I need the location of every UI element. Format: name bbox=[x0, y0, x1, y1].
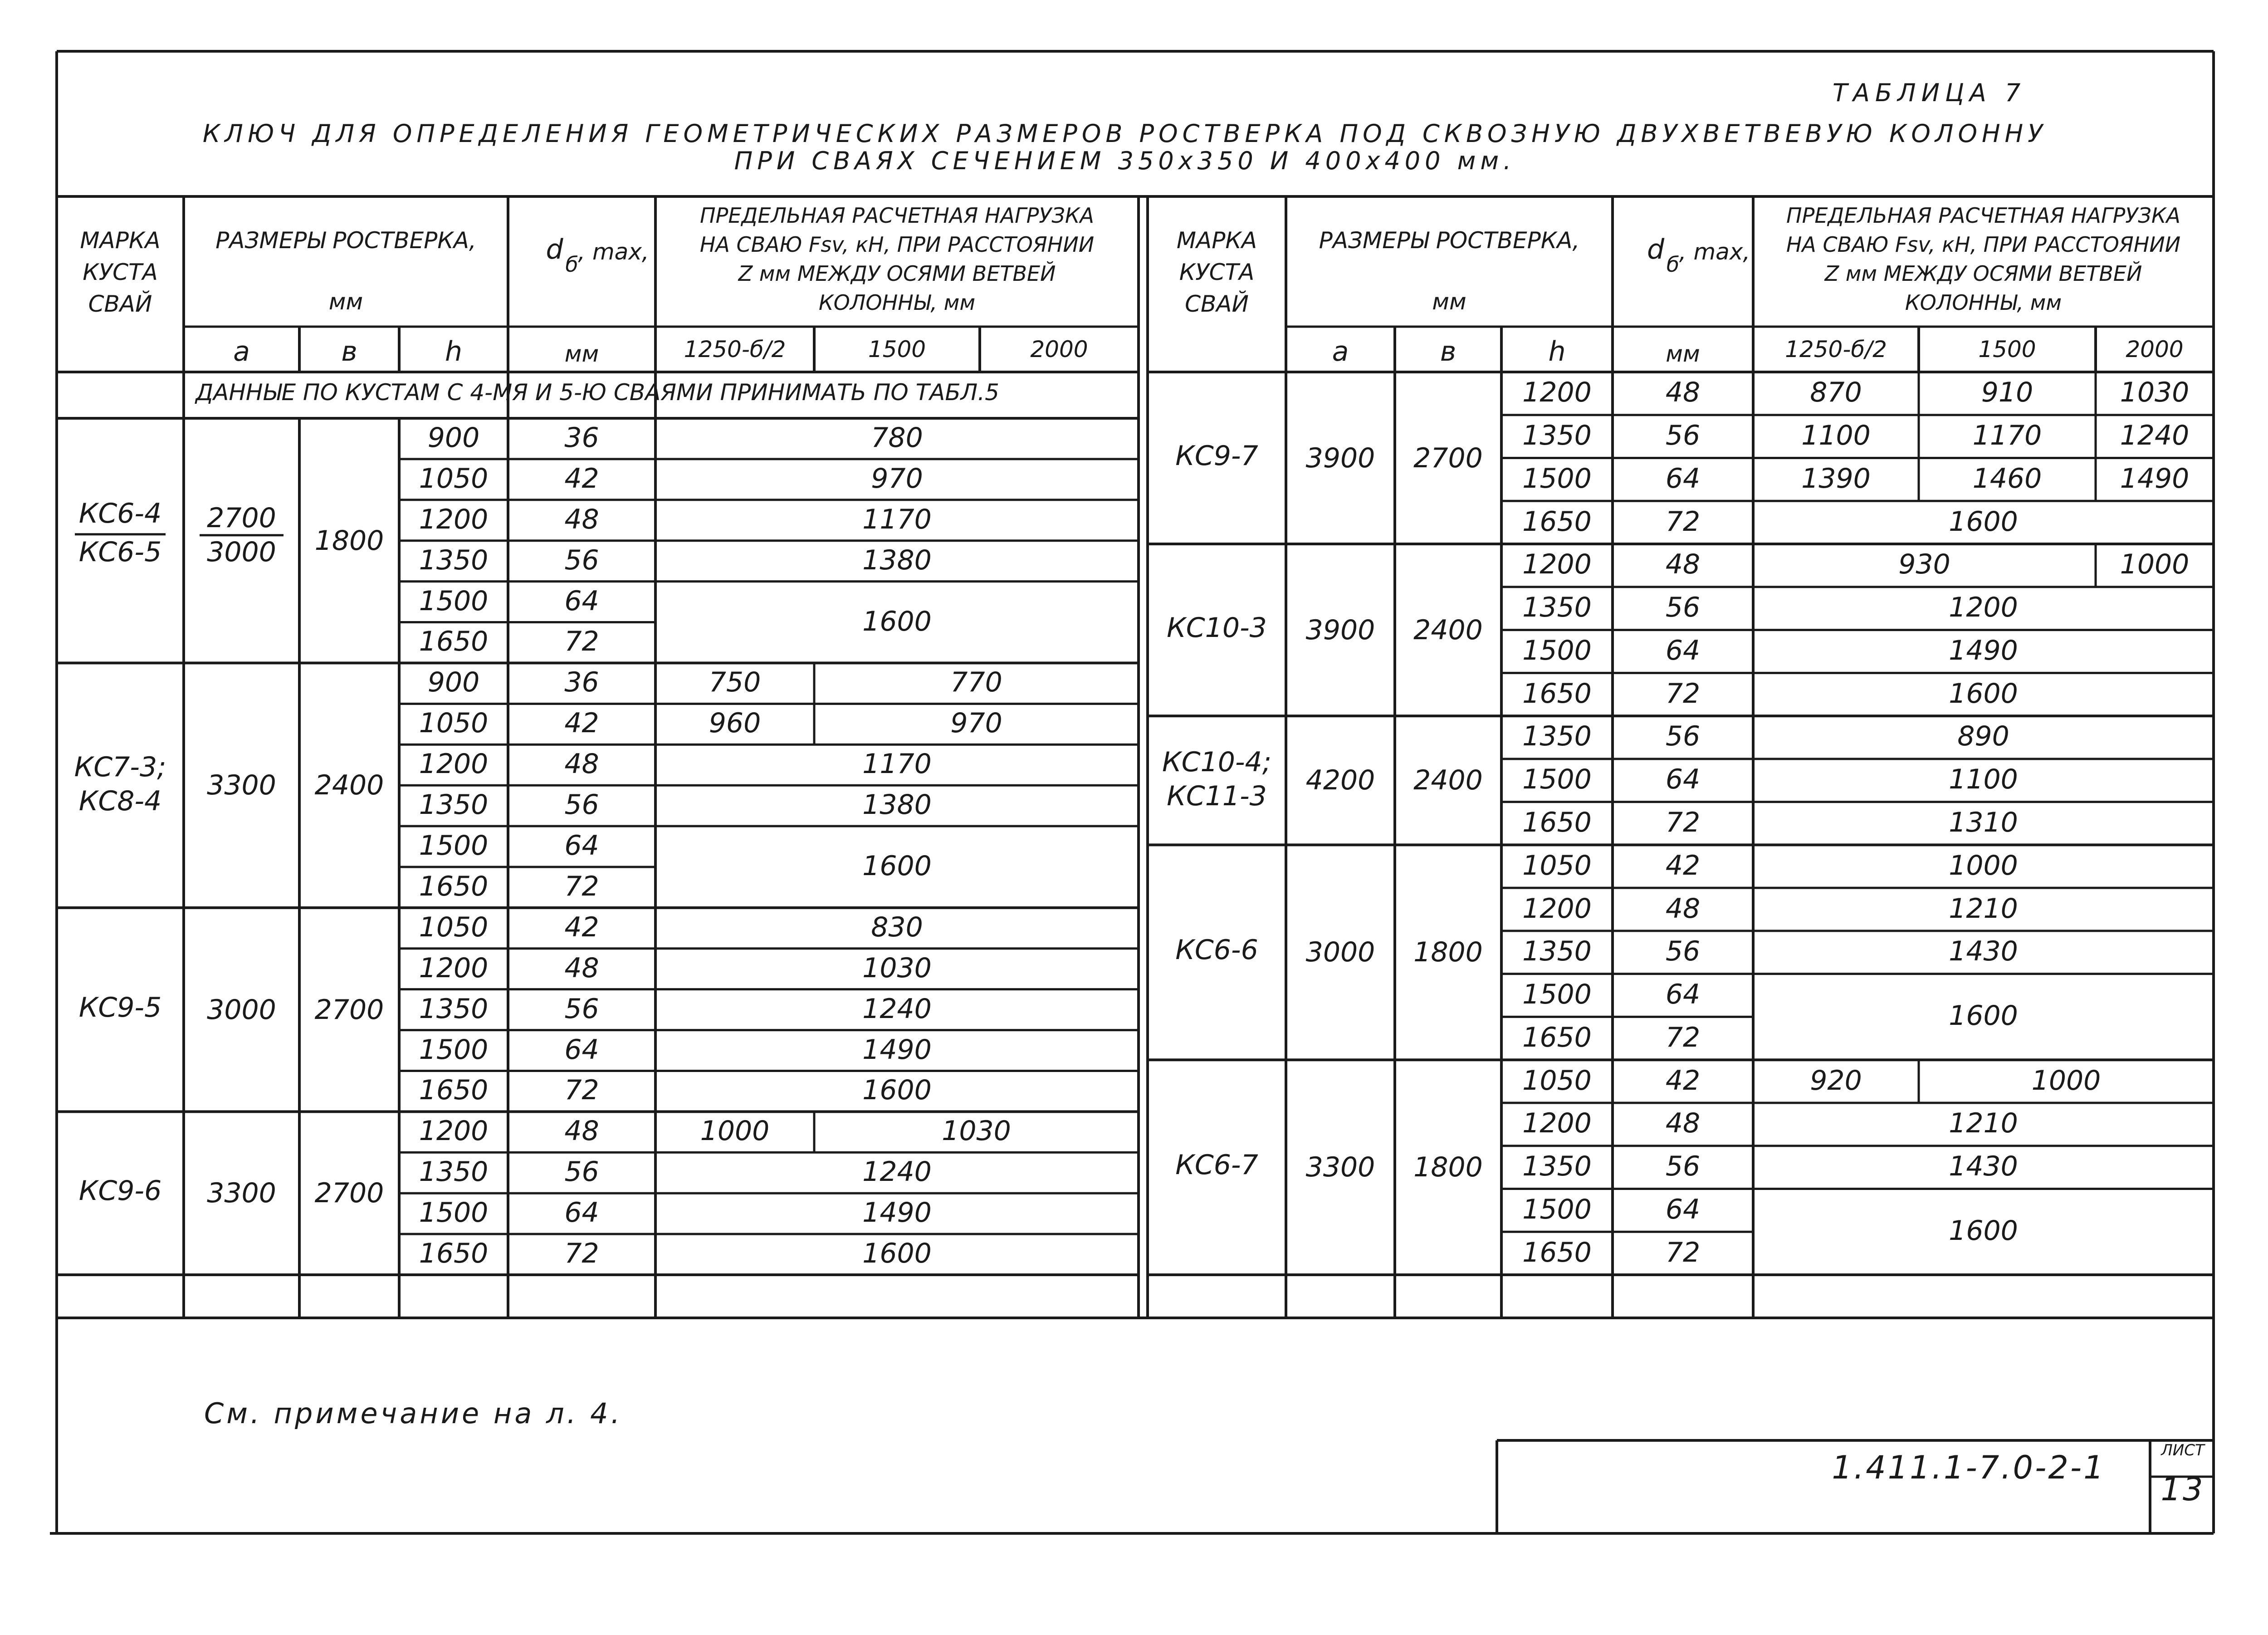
right_groups-d: 56 bbox=[1665, 935, 1701, 968]
right_groups-d: 42 bbox=[1665, 1064, 1701, 1097]
right_groups-a: 3900 bbox=[1305, 614, 1375, 646]
right_groups-load-value: 920 bbox=[1810, 1064, 1862, 1097]
left_groups-load-value: 1030 bbox=[942, 1115, 1011, 1147]
right_groups-h: 1200 bbox=[1522, 892, 1592, 925]
right_groups-b: 2700 bbox=[1413, 442, 1483, 474]
right_groups-h: 1500 bbox=[1522, 764, 1592, 796]
right_groups-brand: КС6-6 bbox=[1175, 934, 1258, 966]
right_groups-load-value: 890 bbox=[1957, 720, 2009, 753]
right_groups-h: 1200 bbox=[1522, 548, 1592, 581]
right_groups-load-value: 1000 bbox=[1949, 849, 2018, 881]
left_groups-load-value: 830 bbox=[871, 911, 923, 943]
left_groups-h: 1350 bbox=[419, 789, 489, 821]
right_groups-b: 2400 bbox=[1413, 764, 1483, 797]
right_groups-b: 1800 bbox=[1413, 936, 1483, 969]
left-header-load-3: Z мм МЕЖДУ ОСЯМИ ВЕТВЕЙ bbox=[738, 261, 1056, 286]
right_groups-load-value: 1000 bbox=[2031, 1064, 2101, 1097]
right-header-load-3: Z мм МЕЖДУ ОСЯМИ ВЕТВЕЙ bbox=[1824, 261, 2142, 286]
right_groups-load-value: 1490 bbox=[2120, 462, 2190, 494]
left_groups-d: 56 bbox=[564, 993, 599, 1025]
right_groups-load-value: 1100 bbox=[1949, 764, 2018, 796]
right-header-load-1: ПРЕДЕЛЬНАЯ РАСЧЕТНАЯ НАГРУЗКА bbox=[1786, 203, 2180, 228]
left_groups-d: 48 bbox=[564, 952, 599, 984]
right_groups-brand: КС9-7 bbox=[1175, 440, 1258, 472]
right_groups-d: 72 bbox=[1665, 807, 1701, 838]
left_groups-d: 48 bbox=[564, 748, 599, 780]
right_groups-load-value: 1000 bbox=[2120, 548, 2190, 581]
left_groups-load-value: 970 bbox=[950, 707, 1002, 739]
right_groups-b: 2400 bbox=[1413, 614, 1483, 646]
right_groups-d: 48 bbox=[1665, 548, 1701, 581]
left_groups-d: 48 bbox=[564, 503, 599, 535]
right_groups-h: 1500 bbox=[1522, 1193, 1592, 1225]
left-header-a: а bbox=[233, 336, 250, 367]
left_groups-h: 1650 bbox=[419, 1238, 489, 1270]
right_groups-h: 1050 bbox=[1522, 849, 1592, 881]
right_groups-load-value: 1210 bbox=[1949, 892, 2018, 925]
left_groups-h: 1500 bbox=[419, 585, 489, 617]
right-header-h: h bbox=[1548, 336, 1566, 367]
left_groups-b: 2400 bbox=[314, 769, 384, 802]
left_groups-h: 1350 bbox=[419, 993, 489, 1025]
left_groups-a: 3300 bbox=[207, 769, 276, 802]
right_groups-d: 48 bbox=[1665, 1107, 1701, 1140]
title-line-2: ПРИ СВАЯХ СЕЧЕНИЕМ 350x350 И 400x400 мм. bbox=[734, 147, 1516, 175]
left-header-brand-1: МАРКА bbox=[80, 227, 161, 254]
left_groups-brand-top: КС6-4 bbox=[78, 497, 162, 529]
left_groups-d: 72 bbox=[564, 870, 599, 902]
left_groups-a-top: 2700 bbox=[207, 502, 276, 534]
left_groups-brand: КС7-3; bbox=[74, 751, 166, 783]
right_groups-d: 64 bbox=[1665, 462, 1701, 494]
right_groups-h: 1650 bbox=[1522, 1236, 1592, 1268]
right_groups-d: 72 bbox=[1665, 1021, 1701, 1053]
right-header-a: а bbox=[1332, 336, 1349, 367]
right-header-z1: 1250-б/2 bbox=[1785, 336, 1887, 362]
right_groups-brand: КС10-4; bbox=[1162, 746, 1271, 778]
right_groups-d: 48 bbox=[1665, 892, 1701, 925]
right_groups-a: 4200 bbox=[1305, 764, 1375, 797]
right-header-load-2: НА СВАЮ Fsv, кН, ПРИ РАССТОЯНИИ bbox=[1786, 232, 2181, 257]
left_groups-d: 64 bbox=[564, 1033, 599, 1066]
left-header-z2: 1500 bbox=[868, 336, 926, 362]
left_groups-h: 1200 bbox=[419, 748, 489, 780]
right_groups-d: 56 bbox=[1665, 1150, 1701, 1183]
right_groups-h: 1500 bbox=[1522, 634, 1592, 666]
left-header-load-2: НА СВАЮ Fsv, кН, ПРИ РАССТОЯНИИ bbox=[699, 232, 1095, 257]
right-header-brand-1: МАРКА bbox=[1176, 227, 1257, 254]
left_groups-brand: КС9-6 bbox=[78, 1175, 162, 1207]
right-header-dmax-sub: б bbox=[1666, 252, 1680, 277]
right_groups-load-value: 1600 bbox=[1949, 1215, 2018, 1247]
right_groups-d: 72 bbox=[1665, 1236, 1701, 1268]
left_groups-load-value: 750 bbox=[709, 666, 761, 699]
right_groups-load-value: 1430 bbox=[1949, 935, 2018, 968]
right-header-load-4: КОЛОННЫ, мм bbox=[1905, 290, 2062, 315]
left-header-brand-3: СВАЙ bbox=[88, 291, 152, 317]
left_groups-b: 1800 bbox=[314, 524, 384, 557]
right_groups-h: 1350 bbox=[1522, 935, 1592, 968]
left_groups-load-value: 1600 bbox=[862, 850, 932, 882]
left_groups-h: 1050 bbox=[419, 462, 489, 494]
left_groups-load-value: 1600 bbox=[862, 1238, 932, 1270]
right_groups-h: 1350 bbox=[1522, 1150, 1592, 1183]
left_groups-a: 3300 bbox=[207, 1177, 276, 1209]
right_groups-brand: КС10-3 bbox=[1167, 612, 1267, 644]
left_groups-brand: КС9-5 bbox=[78, 991, 162, 1023]
left_groups-h: 1500 bbox=[419, 830, 489, 862]
left_groups-h: 900 bbox=[427, 421, 480, 454]
table-label: ТАБЛИЦА 7 bbox=[1833, 78, 2026, 107]
left_groups-d: 72 bbox=[564, 1238, 599, 1270]
right_groups-d: 48 bbox=[1665, 377, 1701, 409]
right_groups-h: 1200 bbox=[1522, 1107, 1592, 1140]
right_groups-load-value: 1030 bbox=[2120, 377, 2190, 409]
left_groups-load-value: 1380 bbox=[862, 789, 932, 821]
left_groups-brand: КС8-4 bbox=[78, 785, 162, 818]
left-header-dmax-unit: мм bbox=[564, 341, 599, 367]
left_groups-h: 1050 bbox=[419, 707, 489, 739]
right_groups-load-value: 1430 bbox=[1949, 1150, 2018, 1183]
left_groups-a-bottom: 3000 bbox=[207, 536, 276, 568]
left_groups-d: 42 bbox=[564, 707, 599, 739]
left-header-load-1: ПРЕДЕЛЬНАЯ РАСЧЕТНАЯ НАГРУЗКА bbox=[700, 203, 1094, 228]
right_groups-load-value: 1460 bbox=[1972, 462, 2042, 494]
left_groups-d: 64 bbox=[564, 585, 599, 617]
right_groups-d: 64 bbox=[1665, 634, 1701, 666]
right_groups-h: 1350 bbox=[1522, 420, 1592, 452]
note-row-text: ДАННЫЕ ПО КУСТАМ С 4-МЯ И 5-Ю СВАЯМИ ПРИНИМАТЬ ПО ТАБЛ.5 bbox=[196, 379, 999, 406]
left_groups-load-value: 1380 bbox=[862, 544, 932, 576]
left_groups-load-value: 1240 bbox=[862, 1156, 932, 1188]
left-header-z1: 1250-б/2 bbox=[684, 336, 786, 362]
left_groups-b: 2700 bbox=[314, 1177, 384, 1209]
right_groups-load-value: 1600 bbox=[1949, 677, 2018, 710]
right_groups-d: 72 bbox=[1665, 677, 1701, 710]
left_groups-h: 1350 bbox=[419, 1156, 489, 1188]
right_groups-load-value: 1100 bbox=[1801, 420, 1871, 452]
right_groups-h: 1050 bbox=[1522, 1064, 1592, 1097]
right-header-b: в bbox=[1440, 336, 1457, 367]
right_groups-brand: КС11-3 bbox=[1167, 780, 1267, 813]
left_groups-d: 36 bbox=[564, 421, 599, 454]
left_groups-h: 1050 bbox=[419, 911, 489, 943]
right_groups-load-value: 1390 bbox=[1801, 462, 1871, 494]
left_groups-d: 48 bbox=[564, 1115, 599, 1147]
left_groups-load-value: 1170 bbox=[862, 503, 932, 535]
left-header-dims: РАЗМЕРЫ РОСТВЕРКА, bbox=[215, 227, 476, 254]
right_groups-d: 72 bbox=[1665, 505, 1701, 538]
left_groups-load-value: 970 bbox=[871, 462, 923, 494]
left_groups-load-value: 1170 bbox=[862, 748, 932, 780]
title-line-1: КЛЮЧ ДЛЯ ОПРЕДЕЛЕНИЯ ГЕОМЕТРИЧЕСКИХ РАЗМЕРОВ РОСТВЕРКА ПОД СКВОЗНУЮ ДВУХВЕТВЕВУЮ КОЛОННУ bbox=[202, 119, 2048, 148]
left_groups-a: 3000 bbox=[207, 994, 276, 1026]
left_groups-d: 64 bbox=[564, 830, 599, 862]
left_groups-d: 64 bbox=[564, 1197, 599, 1229]
right_groups-a: 3000 bbox=[1305, 936, 1375, 969]
right_groups-h: 1200 bbox=[1522, 377, 1592, 409]
left-header-h: h bbox=[445, 336, 463, 367]
right_groups-load-value: 1310 bbox=[1949, 807, 2018, 838]
left_groups-load-value: 770 bbox=[950, 666, 1002, 699]
right_groups-h: 1500 bbox=[1522, 462, 1592, 494]
right_groups-d: 64 bbox=[1665, 1193, 1701, 1225]
right_groups-b: 1800 bbox=[1413, 1151, 1483, 1184]
left_groups-h: 1500 bbox=[419, 1197, 489, 1229]
left_groups-load-value: 1000 bbox=[700, 1115, 770, 1147]
right_groups-load-value: 1170 bbox=[1972, 420, 2042, 452]
left_groups-load-value: 1030 bbox=[862, 952, 932, 984]
right_groups-h: 1350 bbox=[1522, 592, 1592, 624]
right-header-z2: 1500 bbox=[1978, 336, 2036, 362]
right_groups-h: 1650 bbox=[1522, 807, 1592, 838]
left_groups-h: 1350 bbox=[419, 544, 489, 576]
left_groups-d: 56 bbox=[564, 544, 599, 576]
left_groups-load-value: 1240 bbox=[862, 993, 932, 1025]
right_groups-d: 64 bbox=[1665, 764, 1701, 796]
left_groups-d: 72 bbox=[564, 1074, 599, 1106]
left-header-load-4: КОЛОННЫ, мм bbox=[818, 290, 976, 315]
right-header-dmax-unit: мм bbox=[1666, 341, 1700, 367]
left_groups-d: 56 bbox=[564, 1156, 599, 1188]
right_groups-a: 3900 bbox=[1305, 442, 1375, 474]
right_groups-d: 56 bbox=[1665, 592, 1701, 624]
right_groups-load-value: 930 bbox=[1898, 548, 1950, 581]
doc-code: 1.411.1-7.0-2-1 bbox=[1832, 1449, 2106, 1486]
footer-note: См. примечание на л. 4. bbox=[204, 1397, 623, 1430]
left-header-dmax-sub: б bbox=[565, 252, 578, 277]
right-header-dmax-suffix: , max, bbox=[1679, 239, 1750, 265]
right_groups-h: 1650 bbox=[1522, 677, 1592, 710]
right-header-dmax: d bbox=[1647, 234, 1665, 265]
right_groups-brand: КС6-7 bbox=[1175, 1149, 1258, 1181]
left_groups-h: 1500 bbox=[419, 1033, 489, 1066]
sheet-number: 13 bbox=[2160, 1471, 2205, 1508]
right_groups-h: 1350 bbox=[1522, 720, 1592, 753]
right_groups-load-value: 1490 bbox=[1949, 634, 2018, 666]
right_groups-h: 1650 bbox=[1522, 505, 1592, 538]
right_groups-d: 42 bbox=[1665, 849, 1701, 881]
right_groups-h: 1500 bbox=[1522, 979, 1592, 1011]
left_groups-d: 42 bbox=[564, 462, 599, 494]
right_groups-h: 1650 bbox=[1522, 1021, 1592, 1053]
left_groups-load-value: 1490 bbox=[862, 1197, 932, 1229]
right-header-dims: РАЗМЕРЫ РОСТВЕРКА, bbox=[1319, 227, 1580, 254]
left_groups-d: 36 bbox=[564, 666, 599, 699]
right_groups-d: 56 bbox=[1665, 720, 1701, 753]
right_groups-d: 56 bbox=[1665, 420, 1701, 452]
right_groups-load-value: 1210 bbox=[1949, 1107, 2018, 1140]
left_groups-h: 900 bbox=[427, 666, 480, 699]
left_groups-d: 56 bbox=[564, 789, 599, 821]
right_groups-load-value: 870 bbox=[1810, 377, 1862, 409]
right_groups-load-value: 1600 bbox=[1949, 1000, 2018, 1032]
right-header-z3: 2000 bbox=[2126, 336, 2184, 362]
right_groups-load-value: 1600 bbox=[1949, 505, 2018, 538]
left_groups-load-value: 780 bbox=[871, 421, 923, 454]
left-header-b: в bbox=[341, 336, 357, 367]
left_groups-h: 1200 bbox=[419, 952, 489, 984]
right_groups-load-value: 1240 bbox=[2120, 420, 2190, 452]
right_groups-load-value: 910 bbox=[1981, 377, 2033, 409]
left_groups-load-value: 1600 bbox=[862, 605, 932, 637]
right_groups-load-value: 1200 bbox=[1949, 592, 2018, 624]
left-header-dims-unit: мм bbox=[328, 289, 363, 315]
left_groups-d: 72 bbox=[564, 626, 599, 658]
right_groups-d: 64 bbox=[1665, 979, 1701, 1011]
left-header-dmax: d bbox=[546, 234, 563, 265]
right-header-brand-2: КУСТА bbox=[1179, 259, 1255, 285]
left_groups-d: 42 bbox=[564, 911, 599, 943]
left_groups-h: 1650 bbox=[419, 870, 489, 902]
left_groups-h: 1200 bbox=[419, 503, 489, 535]
left_groups-load-value: 1490 bbox=[862, 1033, 932, 1066]
right-header-brand-3: СВАЙ bbox=[1185, 291, 1249, 317]
left_groups-brand-bottom: КС6-5 bbox=[78, 536, 162, 568]
left_groups-b: 2700 bbox=[314, 994, 384, 1026]
right-header-dims-unit: мм bbox=[1432, 289, 1466, 315]
sheet-label: ЛИСТ bbox=[2161, 1441, 2204, 1459]
right_groups-a: 3300 bbox=[1305, 1151, 1375, 1184]
left_groups-load-value: 1600 bbox=[862, 1074, 932, 1106]
left-header-dmax-suffix: , max, bbox=[578, 239, 649, 265]
left_groups-load-value: 960 bbox=[709, 707, 761, 739]
left_groups-h: 1650 bbox=[419, 1074, 489, 1106]
left-header-z3: 2000 bbox=[1030, 336, 1088, 362]
left_groups-h: 1650 bbox=[419, 626, 489, 658]
left_groups-h: 1200 bbox=[419, 1115, 489, 1147]
left-header-brand-2: КУСТА bbox=[83, 259, 158, 285]
